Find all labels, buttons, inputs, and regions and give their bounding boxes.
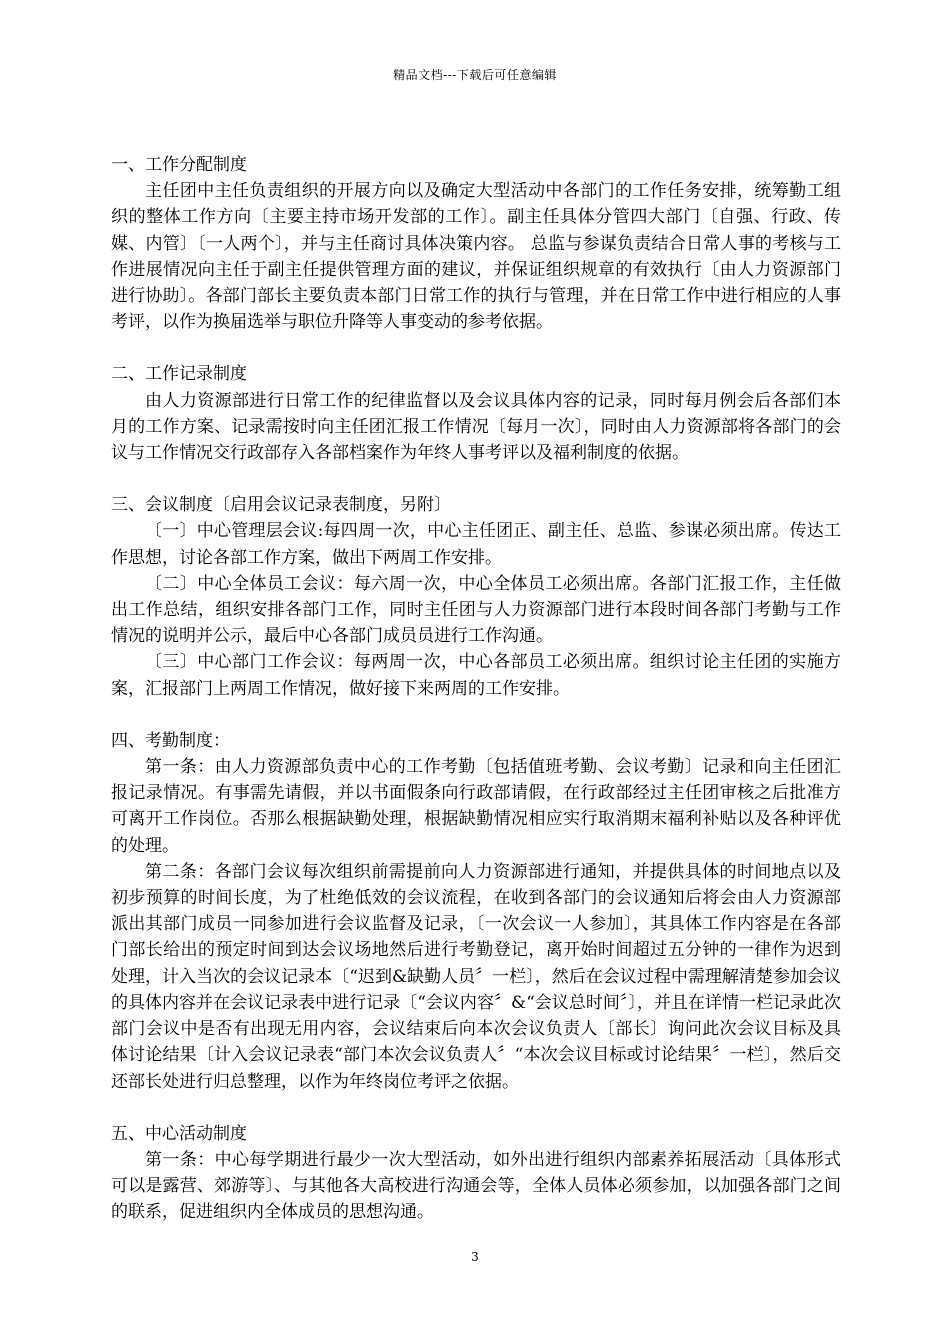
section-paragraph: 第二条：各部门会议每次组织前需提前向人力资源部进行通知，并提供具体的时间地点以及初步预算的时间长度，为了杜绝低效的会议流程，在收到各部门的会议通知后将会由人力资源部派出其部门成员一同参加进行会议监督及记录，〔一次会议一人参加〕，其具体工作内容是在各部门部长给出的预定时间到达会议场地然后进行考勤登记，离开始时间超过五分钟的一律作为迟到处理，计入当次的会议记录本〔“迟到&缺勤人员〞一栏〕，然后在会议过程中需理解清楚参加会议的具体内容并在会议记录表中进行记录〔“会议内容〞&“会议总时间〞〕，并且在详情一栏记录此次部门会议中是否有出现无用内容，会议结束后向本次会议负责人〔部长〕询问此次会议目标及具体讨论结果〔计入会议记录表“部门本次会议负责人〞“本次会议目标或讨论结果〞一栏〕，然后交还部长处进行归总整理，以作为年终岗位考评之依据。 <box>111 861 841 1092</box>
section-title: 四、考勤制度： <box>111 730 230 751</box>
section-title: 一、工作分配制度 <box>111 155 247 175</box>
section-paragraph: 〔二〕中心全体员工会议：每六周一次，中心全体员工必须出席。各部门汇报工作，主任做出工作总结，组织安排各部门工作，同时主任团与人力资源部门进行本段时间各部门考勤与工作情况的说明并公示，最后中心各部门成员员进行工作沟通。 <box>111 573 841 647</box>
section-attendance <box>111 728 841 1095</box>
section-paragraph: 第一条：中心每学期进行最少一次大型活动，如外出进行组织内部素养拓展活动〔具体形式可以是露营、郊游等〕、与其他各大高校进行沟通会等，全体人员体必须参加，以加强各部门之间的联系，促进组织内全体成员的思想沟通。 <box>111 1149 841 1223</box>
section-paragraph: 由人力资源部进行日常工作的纪律监督以及会议具体内容的记录，同时每月例会后各部们本月的工作方案、记录需按时向主任团汇报工作情况〔每月一次〕，同时由人力资源部将各部门的会议与工作情况交行政部存入各部档案作为年终人事考评以及福利制度的依据。 <box>111 390 841 464</box>
section-paragraph: 〔三〕中心部门工作会议：每两周一次，中心各部员工必须出席。组织讨论主任团的实施方案，汇报部门上两周工作情况，做好接下来两周的工作安排。 <box>111 652 841 699</box>
page-header: 精品文档---下载后可任意编辑 <box>393 68 557 82</box>
section-paragraph: 〔一〕中心管理层会议:每四周一次，中心主任团正、副主任、总监、参谋必须出席。传达工作思想，讨论各部工作方案，做出下两周工作安排。 <box>111 521 841 568</box>
section-title: 五、中心活动制度 <box>111 1123 247 1144</box>
page-number: 3 <box>471 1250 479 1264</box>
section-work-assignment <box>111 152 841 335</box>
section-work-records <box>111 361 841 466</box>
section-meetings <box>111 492 841 702</box>
section-paragraph: 第一条：由人力资源部负责中心的工作考勤〔包括值班考勤、会议考勤〕记录和向主任团汇报记录情况。有事需先请假，并以书面假条向行政部请假，在行政部经过主任团审核之后批准方可离开工作岗位。否那么根据缺勤处理，根据缺勤情况相应实行取消期末福利补贴以及各种评优的处理。 <box>111 757 841 856</box>
section-activities <box>111 1121 841 1226</box>
section-paragraph: 主任团中主任负责组织的开展方向以及确定大型活动中各部门的工作任务安排，统筹勤工组织的整体工作方向〔主要主持市场开发部的工作〕。副主任具体分管四大部门〔自强、行政、传媒、内管〕〔一人两个〕，并与主任商讨具体决策内容。 总监与参谋负责结合日常人事的考核与工作进展情况向主任于副主任提供管理方面的建议，并保证组织规章的有效执行〔由人力资源部门进行协助〕。各部门部长主要负责本部门日常工作的执行与管理，并在日常工作中进行相应的人事考评，以作为换届选举与职位升降等人事变动的参考依据。 <box>111 181 841 333</box>
section-title: 二、工作记录制度 <box>111 364 247 385</box>
section-title: 三、会议制度〔启用会议记录表制度，另附〕 <box>111 495 451 516</box>
document-body <box>111 152 841 1226</box>
